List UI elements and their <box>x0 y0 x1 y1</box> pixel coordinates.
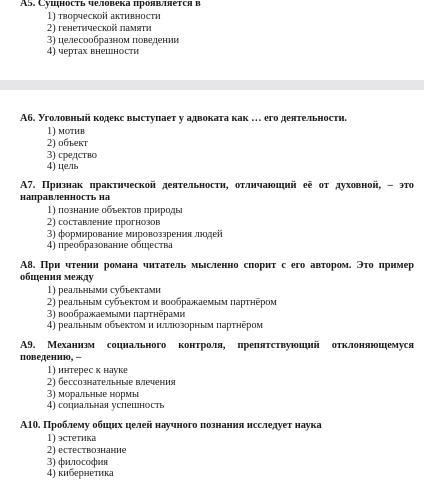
answer-option: 1) познание объектов природы <box>47 205 183 216</box>
answer-option: 2) составление прогнозов <box>47 216 161 228</box>
answer-option: 1) реальными субъектами <box>47 285 161 296</box>
answer-option: 3) моральные нормы <box>47 388 139 400</box>
answer-option: 2) естествознание <box>47 444 127 456</box>
answer-option: 4) реальным объектом и иллюзорным партнёром <box>47 320 263 332</box>
answer-option: 3) целесообразном поведении <box>47 34 180 46</box>
answer-option: 4) социальная успешность <box>47 400 165 412</box>
answer-option: 1) творческой активности <box>47 11 161 22</box>
question-a7 <box>20 180 414 252</box>
question-heading: А8. При чтении романа читатель мысленно спорит с его автором. Это пример общения между <box>20 260 414 283</box>
answer-option: 3) философия <box>47 456 109 468</box>
question-heading: А5. Сущность человека проявляется в <box>20 0 201 9</box>
answer-option: 3) воображаемыми партнёрами <box>47 308 186 320</box>
answer-option: 3) средство <box>47 149 98 161</box>
question-heading: А7. Признак практической деятельности, отличающий её от духовной, – это направленность на <box>20 180 414 203</box>
question-a10 <box>20 420 414 480</box>
answer-option: 4) кибернетика <box>47 468 114 480</box>
answer-option: 4) преобразование общества <box>47 240 173 252</box>
question-heading: А10. Проблему общих целей научного познания исследует наука <box>20 420 322 431</box>
answer-option: 1) эстетика <box>47 433 97 444</box>
question-heading: А9. Механизм социального контроля, препятствующий отклоняющемуся поведению, – <box>20 340 414 363</box>
question-a6 <box>20 113 414 173</box>
question-a5 <box>20 0 414 58</box>
answer-option: 2) реальным субъектом и воображаемым партнёром <box>47 296 277 308</box>
answer-option: 2) генетической памяти <box>47 22 152 34</box>
answer-option: 1) мотив <box>47 126 85 137</box>
answer-option: 2) объект <box>47 137 88 149</box>
answer-option: 3) формирование мировоззрения людей <box>47 228 223 240</box>
answer-option: 4) цель <box>47 161 79 173</box>
question-a9 <box>20 340 414 412</box>
question-a8 <box>20 260 414 332</box>
answer-option: 1) интерес к науке <box>47 365 128 376</box>
answer-option: 4) чертах внешности <box>47 46 140 58</box>
page-sheet-top <box>0 0 424 80</box>
question-heading: А6. Уголовный кодекс выступает у адвоката как … его деятельности. <box>20 113 348 124</box>
page-sheet-main <box>0 90 424 480</box>
answer-option: 2) бессознательные влечения <box>47 376 176 388</box>
